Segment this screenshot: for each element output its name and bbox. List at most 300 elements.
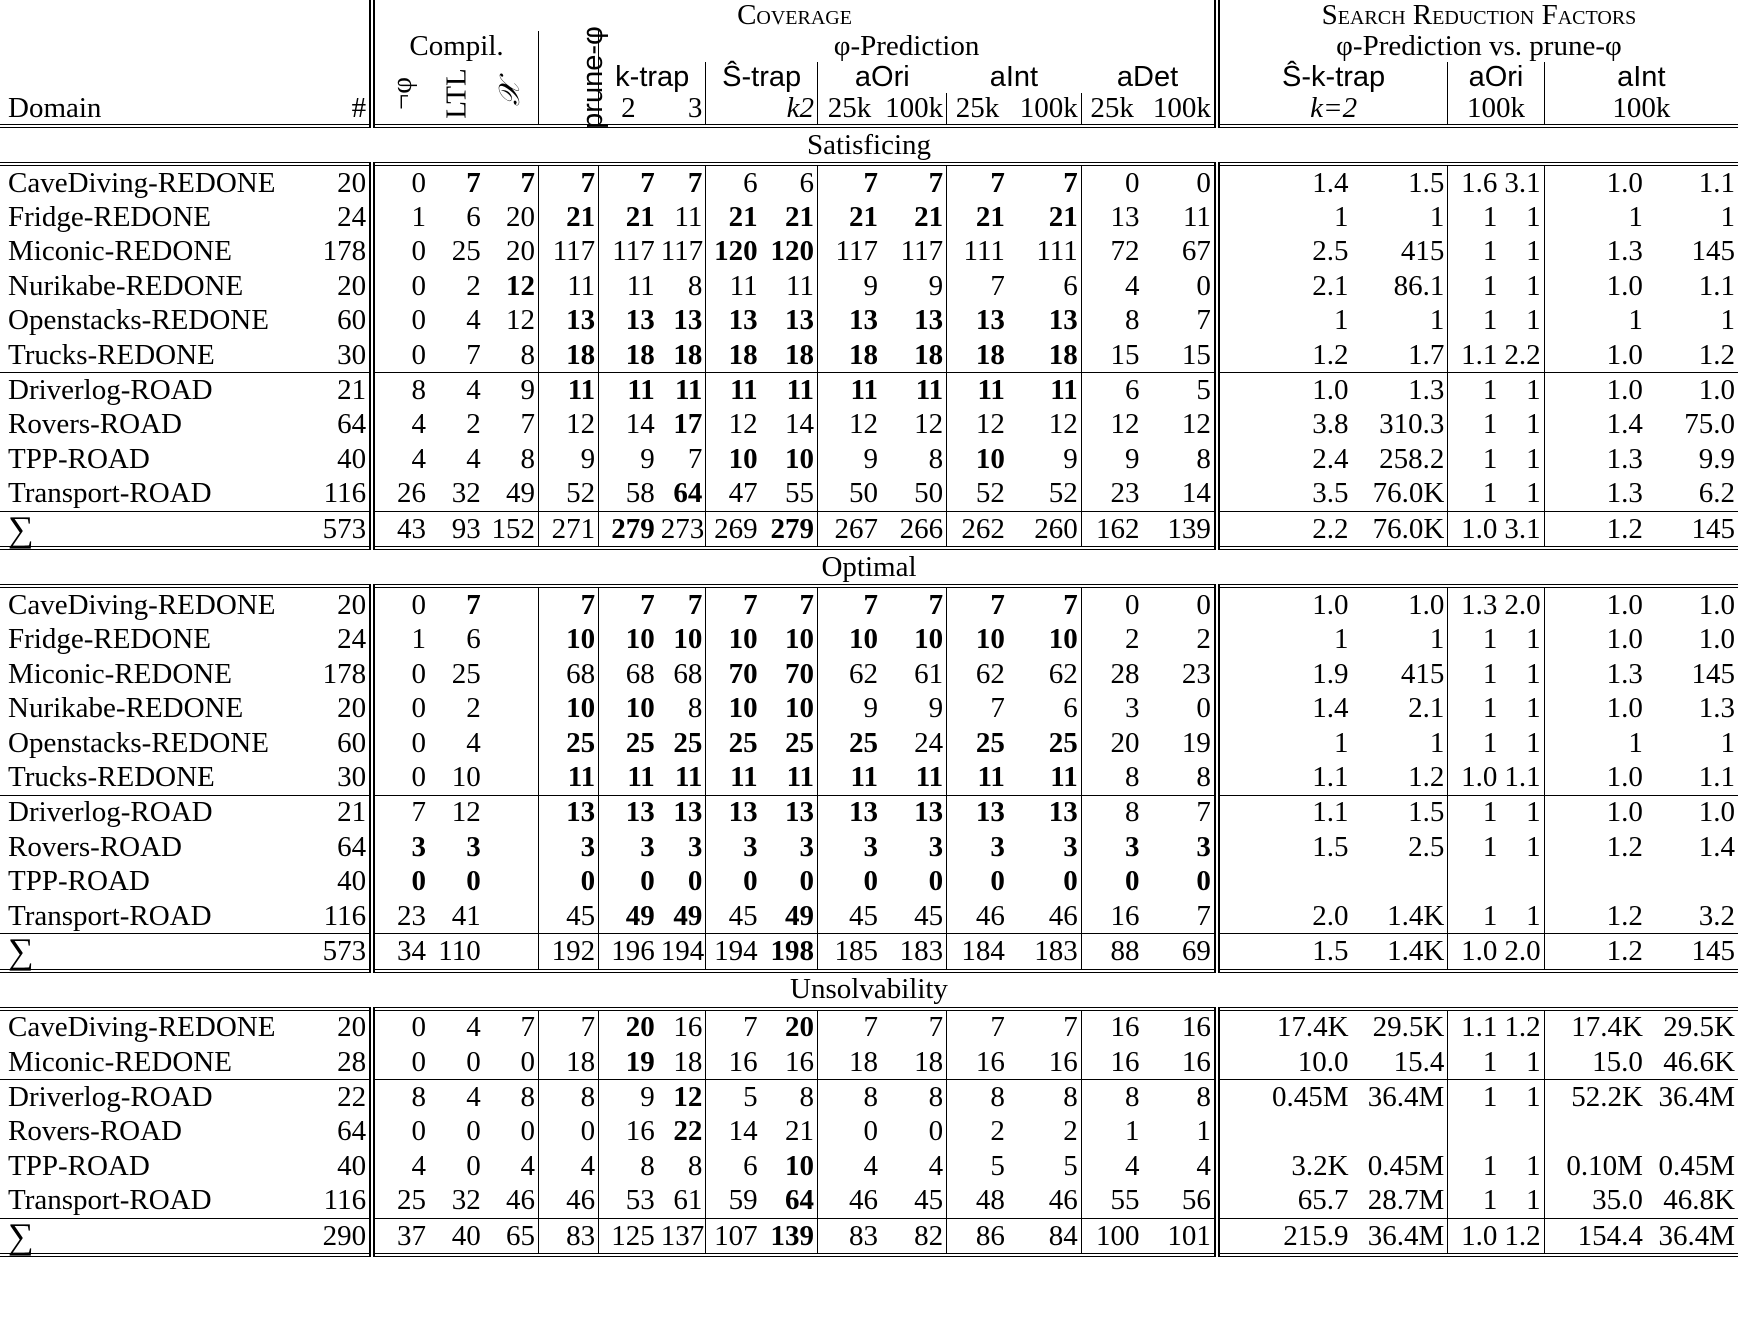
sum-row — [0, 934, 1738, 971]
sum-coverage-cell: 279 — [761, 511, 818, 548]
coverage-cell: 3 — [817, 830, 880, 864]
sum-coverage-cell: 279 — [599, 511, 658, 548]
coverage-cell: 18 — [817, 338, 880, 373]
phi-prediction-header: φ-Prediction — [599, 31, 1217, 62]
sum-coverage-cell: 110 — [429, 934, 484, 971]
reduction-cell: 1 — [1448, 1045, 1501, 1080]
coverage-cell: 3 — [1081, 691, 1142, 725]
reduction-cell: 3.1 — [1504, 166, 1541, 199]
coverage-cell: 16 — [947, 1045, 1008, 1080]
reduction-cell: 1.4 — [1312, 166, 1349, 199]
coverage-cell: 8 — [1142, 760, 1216, 795]
table-row — [0, 338, 1738, 373]
reduction-cell: 1 — [1448, 1149, 1501, 1183]
domain-name: TPP- — [8, 1149, 68, 1182]
coverage-cell: 16 — [784, 1045, 814, 1078]
coverage-cell: 11 — [538, 760, 598, 795]
reduction-cell: 1.3 — [1544, 442, 1646, 476]
reduction-cell: 1 — [1448, 200, 1501, 234]
coverage-cell: 7 — [1142, 899, 1216, 934]
coverage-cell: 8 — [1142, 1080, 1216, 1115]
instance-count: 30 — [317, 338, 372, 373]
sum-reduction-cell: 145 — [1646, 511, 1738, 548]
instance-count: 24 — [317, 623, 372, 657]
aint-100k-header: 100k — [1019, 92, 1078, 124]
coverage-cell: 7 — [538, 1009, 598, 1045]
instance-count: 116 — [317, 899, 372, 934]
coverage-cell: 45 — [914, 1184, 944, 1217]
coverage-cell: 45 — [817, 899, 880, 934]
coverage-cell: 14 — [599, 408, 658, 442]
coverage-cell: 68 — [673, 657, 703, 690]
instance-count: 30 — [317, 760, 372, 795]
coverage-cell: 18 — [817, 1045, 880, 1080]
reduction-cell: 3.2K — [1291, 1149, 1349, 1182]
table-row — [0, 1149, 1738, 1183]
instance-count: 60 — [317, 726, 372, 760]
strap-header: Ŝ-trap — [706, 62, 818, 93]
reduction-cell: 2.0 — [1504, 588, 1541, 621]
reduction-cell: 2.5 — [1312, 235, 1349, 268]
domain-name: Transport- — [8, 477, 130, 510]
coverage-cell: 16 — [1081, 1009, 1142, 1045]
reduction-cell — [1217, 1115, 1352, 1149]
coverage-cell: 2 — [1081, 623, 1142, 657]
table-row — [0, 373, 1738, 408]
reduction-cell — [1544, 1115, 1646, 1149]
reduction-cell: 29.5K — [1663, 1011, 1735, 1044]
reduction-cell — [1500, 864, 1544, 898]
reduction-cell: 1 — [1526, 657, 1541, 690]
coverage-cell: 9 — [599, 442, 658, 476]
reduction-cell: 1 — [1544, 200, 1646, 234]
coverage-cell — [484, 899, 539, 934]
domain-cell — [0, 760, 317, 795]
section-header-row — [0, 126, 1738, 164]
coverage-cell: 12 — [817, 408, 880, 442]
sum-reduction-cell: 36.4M — [1646, 1218, 1738, 1255]
coverage-cell: 0 — [706, 864, 761, 898]
coverage-cell — [484, 691, 539, 725]
coverage-cell: 0 — [520, 1045, 535, 1078]
reduction-cell: 1 — [1448, 235, 1501, 269]
coverage-cell: 16 — [1081, 1045, 1142, 1080]
coverage-cell: 117 — [660, 235, 704, 268]
coverage-cell: 5 — [947, 1149, 1008, 1183]
coverage-cell: 21 — [706, 200, 761, 234]
reduction-cell: 1.5 — [1312, 830, 1349, 863]
coverage-cell: 11 — [538, 269, 598, 303]
domain-cell — [0, 235, 317, 269]
coverage-cell: 45 — [538, 899, 598, 934]
coverage-cell: 21 — [817, 200, 880, 234]
reduction-cell: 1 — [1526, 1149, 1541, 1182]
coverage-cell: 11 — [706, 269, 761, 303]
reduction-cell: 1.1 — [1504, 760, 1541, 793]
coverage-cell: 0 — [520, 1115, 535, 1148]
coverage-cell: 18 — [914, 338, 944, 371]
ktrap-2-header: 2 — [599, 93, 658, 126]
reduction-cell: 145 — [1691, 235, 1735, 268]
aori-red-100k-header: 100k — [1448, 93, 1544, 126]
coverage-cell: 15 — [1142, 338, 1216, 373]
domain-cell — [0, 373, 317, 408]
domain-suite: ROAD — [99, 1115, 182, 1148]
reduction-cell: 1 — [1448, 657, 1501, 691]
reduction-cell: 1 — [1448, 304, 1501, 338]
coverage-cell: 12 — [505, 304, 535, 337]
domain-cell — [0, 864, 317, 898]
coverage-cell: 8 — [687, 692, 703, 725]
coverage-cell: 7 — [372, 795, 429, 830]
coverage-cell: 2 — [466, 269, 481, 302]
header-row-1 — [0, 0, 1738, 31]
coverage-cell: 25 — [706, 726, 761, 760]
coverage-cell: 10 — [947, 623, 1008, 657]
coverage-cell: 5 — [1142, 373, 1216, 408]
coverage-cell: 58 — [599, 477, 658, 512]
coverage-cell: 8 — [1081, 795, 1142, 830]
domain-suite: REDONE — [157, 588, 276, 621]
reduction-cell: 1.2 — [1312, 338, 1349, 371]
coverage-cell: 0 — [466, 1115, 481, 1148]
coverage-cell: 25 — [1048, 726, 1078, 759]
coverage-cell: 4 — [538, 1149, 598, 1183]
reduction-cell: 1 — [1526, 1045, 1541, 1078]
reduction-cell: 1.1 — [1448, 338, 1501, 373]
coverage-cell: 3 — [599, 830, 658, 864]
coverage-cell: 46 — [1048, 1184, 1078, 1217]
coverage-cell: 20 — [505, 201, 535, 234]
sum-coverage-cell: 43 — [372, 511, 429, 548]
aint-reduction-header: aInt — [1544, 62, 1738, 93]
reduction-cell: 9.9 — [1698, 442, 1735, 475]
coverage-cell: 11 — [706, 760, 761, 795]
coverage-cell: 3 — [466, 830, 481, 863]
reduction-cell: 1 — [1448, 373, 1501, 408]
coverage-cell: 4 — [817, 1149, 880, 1183]
coverage-cell: 0 — [928, 865, 944, 898]
coverage-cell: 0 — [817, 864, 880, 898]
coverage-cell: 49 — [784, 899, 814, 932]
table-row — [0, 864, 1738, 898]
s-k-trap-header: Ŝ-k-trap — [1282, 61, 1386, 93]
coverage-cell: 11 — [1142, 200, 1216, 234]
coverage-cell: 9 — [599, 1080, 658, 1115]
coverage-cell: 2 — [466, 408, 481, 441]
reduction-cell: 36.4M — [1352, 1080, 1448, 1115]
domain-suite: ROAD — [67, 442, 150, 475]
reduction-cell: 1 — [1334, 201, 1349, 234]
coverage-cell: 7 — [947, 586, 1008, 622]
coverage-cell: 7 — [706, 1009, 761, 1045]
sum-coverage-cell: 267 — [817, 511, 880, 548]
reduction-cell: 1 — [1448, 1184, 1501, 1219]
table-row — [0, 657, 1738, 691]
coverage-cell: 8 — [687, 269, 703, 302]
coverage-cell: 6 — [466, 201, 481, 234]
chi-header: 𝒳 — [494, 80, 527, 106]
coverage-cell: 12 — [505, 269, 535, 302]
coverage-cell: 62 — [947, 657, 1008, 691]
coverage-cell: 8 — [1008, 1080, 1081, 1115]
sum-reduction-cell: 76.0K — [1352, 511, 1448, 548]
domain-suite: REDONE — [93, 623, 211, 656]
coverage-cell: 4 — [1142, 1149, 1216, 1183]
domain-suite: ROAD — [99, 830, 182, 863]
reduction-cell: 3.5 — [1312, 477, 1349, 510]
table-row — [0, 623, 1738, 657]
sum-coverage-cell: 139 — [1142, 511, 1216, 548]
coverage-cell: 68 — [538, 657, 598, 691]
reduction-cell: 29.5K — [1372, 1011, 1445, 1044]
reduction-cell: 1.1 — [1217, 795, 1352, 830]
coverage-cell: 13 — [1048, 304, 1078, 337]
sum-coverage-cell — [484, 934, 539, 971]
coverage-cell: 11 — [786, 269, 814, 302]
coverage-cell: 10 — [599, 691, 658, 725]
coverage-cell: 3 — [1081, 830, 1142, 864]
reduction-cell: 1.0 — [1544, 164, 1646, 200]
coverage-cell: 13 — [538, 795, 598, 830]
reduction-cell: 0.45M — [1367, 1149, 1445, 1182]
domain-name: Miconic- — [8, 235, 115, 268]
coverage-cell: 12 — [1048, 408, 1078, 441]
reduction-cell: 1 — [1526, 201, 1541, 234]
reduction-cell: 1.3 — [1698, 692, 1735, 725]
domain-cell — [0, 899, 317, 934]
instance-count: 40 — [317, 864, 372, 898]
domain-header: Domain — [8, 92, 102, 124]
coverage-cell: 10 — [784, 692, 814, 725]
reduction-cell: 76.0K — [1372, 477, 1445, 510]
coverage-cell: 6 — [1063, 692, 1078, 725]
coverage-cell: 11 — [674, 760, 703, 793]
domain-name: Driverlog- — [8, 1081, 131, 1114]
reduction-cell: 2.2 — [1504, 338, 1541, 371]
coverage-cell: 0 — [466, 1045, 481, 1078]
coverage-cell: 120 — [770, 235, 814, 268]
coverage-cell: 14 — [706, 1115, 761, 1149]
coverage-cell — [484, 657, 539, 691]
table-row — [0, 164, 1738, 200]
coverage-cell — [484, 864, 539, 898]
coverage-cell: 10 — [538, 691, 598, 725]
reduction-cell: 65.7 — [1297, 1184, 1349, 1217]
coverage-cell: 0 — [687, 865, 703, 898]
sum-reduction-cell: 1.5 — [1217, 934, 1352, 971]
domain-cell — [0, 1080, 317, 1115]
sum-coverage-cell: 82 — [881, 1218, 947, 1255]
sum-reduction-cell: 2.2 — [1217, 511, 1352, 548]
coverage-cell: 11 — [658, 373, 706, 408]
sum-reduction-cell: 1.2 — [1544, 511, 1646, 548]
coverage-cell: 19 — [599, 1045, 658, 1080]
sum-coverage-cell: 198 — [761, 934, 818, 971]
coverage-cell: 13 — [784, 304, 814, 337]
coverage-cell: 6 — [799, 166, 814, 199]
coverage-cell: 52 — [538, 477, 598, 512]
coverage-cell: 47 — [706, 477, 761, 512]
reduction-cell: 1 — [1526, 1184, 1541, 1217]
reduction-cell: 1 — [1429, 304, 1445, 337]
reduction-cell: 1 — [1526, 623, 1541, 656]
coverage-cell: 7 — [947, 691, 1008, 725]
coverage-cell: 32 — [451, 1184, 481, 1217]
sum-reduction-cell: 1.0 — [1448, 511, 1501, 548]
domain-suite: REDONE — [157, 166, 276, 199]
coverage-cell: 5 — [1063, 1149, 1078, 1182]
coverage-cell: 0 — [411, 657, 426, 690]
coverage-cell: 16 — [706, 1045, 761, 1080]
coverage-cell — [484, 760, 539, 795]
domain-name: TPP- — [8, 865, 68, 898]
coverage-cell: 10 — [1048, 623, 1078, 656]
coverage-cell: 48 — [947, 1184, 1008, 1219]
coverage-cell: 8 — [520, 338, 535, 371]
reduction-cell: 310.3 — [1379, 408, 1445, 441]
coverage-cell: 8 — [538, 1080, 598, 1115]
reduction-cell: 1 — [1720, 201, 1735, 234]
sum-reduction-cell: 154.4 — [1544, 1218, 1646, 1255]
coverage-cell: 21 — [599, 200, 658, 234]
coverage-cell: 22 — [673, 1115, 703, 1148]
coverage-cell: 12 — [429, 795, 484, 830]
reduction-cell: 0.45M — [1217, 1080, 1352, 1115]
coverage-cell: 11 — [947, 373, 1008, 408]
domain-suite: REDONE — [151, 304, 269, 337]
reduction-cell: 1.1 — [1698, 269, 1735, 302]
reduction-cell: 1.0 — [1544, 795, 1646, 830]
coverage-cell: 56 — [1142, 1184, 1216, 1219]
reduction-cell: 1 — [1526, 304, 1541, 337]
coverage-cell: 13 — [1081, 200, 1142, 234]
sum-coverage-cell: 40 — [429, 1218, 484, 1255]
table-row — [0, 408, 1738, 442]
reduction-cell: 1 — [1448, 1080, 1501, 1115]
reduction-cell: 2.4 — [1312, 442, 1349, 475]
coverage-cell: 11 — [915, 760, 944, 793]
coverage-cell: 117 — [900, 235, 944, 268]
coverage-cell: 10 — [817, 623, 880, 657]
reduction-cell: 1 — [1448, 899, 1501, 934]
coverage-cell: 7 — [928, 588, 944, 621]
coverage-cell: 18 — [947, 338, 1008, 373]
reduction-cell: 2.1 — [1408, 692, 1445, 725]
sum-coverage-cell: 152 — [484, 511, 539, 548]
coverage-cell: 0 — [411, 269, 426, 302]
coverage-cell: 5 — [706, 1080, 761, 1115]
prune-phi-header: prune-φ — [538, 31, 598, 126]
table-row — [0, 235, 1738, 269]
sum-coverage-cell: 100 — [1081, 1218, 1142, 1255]
domain-cell — [0, 795, 317, 830]
reduction-cell: 415 — [1400, 657, 1445, 690]
coverage-cell: 10 — [538, 623, 598, 657]
header-row-4 — [0, 93, 1738, 126]
reduction-cell: 1.4K — [1387, 899, 1445, 932]
coverage-cell: 4 — [1081, 269, 1142, 303]
domain-cell — [0, 442, 317, 476]
reduction-cell — [1646, 864, 1738, 898]
coverage-cell: 0 — [928, 1115, 944, 1148]
reduction-cell: 1 — [1544, 726, 1646, 760]
coverage-cell: 0 — [411, 1011, 426, 1044]
coverage-cell: 18 — [538, 1045, 598, 1080]
coverage-cell: 0 — [947, 864, 1008, 898]
reduction-cell: 46.6K — [1663, 1045, 1735, 1078]
coverage-cell: 0 — [466, 1149, 481, 1182]
instance-count: 24 — [317, 200, 372, 234]
coverage-cell: 8 — [372, 1080, 429, 1115]
domain-cell — [0, 1115, 317, 1149]
reduction-cell: 1.4 — [1544, 408, 1646, 442]
reduction-cell: 1.6 — [1448, 164, 1501, 200]
domain-suite: REDONE — [157, 1011, 276, 1044]
section-title: Unsolvability — [0, 971, 1738, 1009]
reduction-cell: 1 — [1448, 691, 1501, 725]
coverage-cell: 16 — [1081, 899, 1142, 934]
domain-name: Openstacks- — [8, 304, 152, 337]
reduction-cell: 145 — [1691, 657, 1735, 690]
sum-coverage-cell: 192 — [538, 934, 598, 971]
coverage-cell: 3 — [411, 830, 426, 863]
coverage-cell: 12 — [706, 408, 761, 442]
table-row — [0, 442, 1738, 476]
reduction-cell: 0.45M — [1658, 1149, 1735, 1182]
prediction-vs-prune-header: φ-Prediction vs. prune-φ — [1336, 30, 1622, 62]
coverage-cell: 12 — [914, 408, 944, 441]
aori-25k-header: 25k — [817, 93, 880, 126]
coverage-cell: 3 — [706, 830, 761, 864]
coverage-cell: 13 — [947, 304, 1008, 338]
coverage-cell: 8 — [817, 1080, 880, 1115]
reduction-cell: 1.7 — [1408, 338, 1445, 371]
coverage-cell: 12 — [947, 408, 1008, 442]
adet-100k-header: 100k — [1142, 93, 1216, 126]
coverage-cell: 12 — [538, 408, 598, 442]
coverage-cell: 2 — [1063, 1115, 1078, 1148]
coverage-cell: 18 — [673, 1045, 703, 1078]
domain-name: Fridge- — [8, 623, 94, 656]
coverage-cell: 7 — [520, 166, 535, 199]
domain-name: Driverlog- — [8, 374, 131, 407]
instance-count: 21 — [317, 373, 372, 408]
coverage-cell: 9 — [817, 442, 880, 476]
domain-suite: REDONE — [114, 1045, 232, 1078]
sum-coverage-cell: 260 — [1008, 511, 1081, 548]
coverage-cell: 55 — [784, 477, 814, 510]
coverage-cell: 15 — [1081, 338, 1142, 373]
coverage-cell: 23 — [1081, 477, 1142, 512]
coverage-cell: 11 — [761, 373, 818, 408]
sum-coverage-cell: 184 — [947, 934, 1008, 971]
reduction-cell: 1.0 — [1544, 623, 1646, 657]
coverage-cell: 7 — [817, 164, 880, 200]
table-row — [0, 760, 1738, 795]
coverage-cell: 6 — [1063, 269, 1078, 302]
coverage-cell: 7 — [706, 586, 761, 622]
coverage-cell: 4 — [520, 1149, 535, 1182]
coverage-cell: 7 — [1063, 588, 1078, 621]
coverage-cell: 7 — [947, 164, 1008, 200]
coverage-cell: 10 — [673, 623, 703, 656]
coverage-cell: 21 — [947, 200, 1008, 234]
domain-name: Transport- — [8, 1184, 130, 1217]
instance-count: 64 — [317, 830, 372, 864]
sum-coverage-cell: 183 — [881, 934, 947, 971]
sum-coverage-cell: 88 — [1081, 934, 1142, 971]
